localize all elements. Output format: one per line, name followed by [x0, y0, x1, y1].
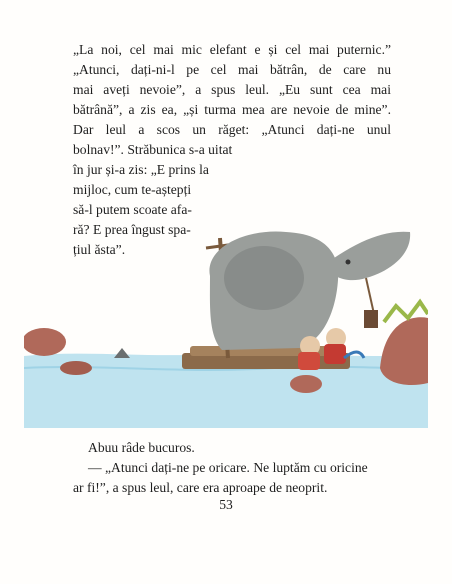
text-line: bolnav!”. Străbunica s-a uitat [73, 142, 233, 157]
page-number: 53 [219, 497, 233, 512]
top-paragraph-last-line [73, 140, 232, 160]
bottom-paragraph [73, 438, 391, 498]
text-line: „Atunci, dați-ni-l pe cel mai bătrân, de care nu [73, 62, 391, 77]
text-line: să-l putem scoate afa- [73, 202, 192, 217]
text-line: țiul ăsta”. [73, 242, 126, 257]
text-line: „La noi, cel mai mic elefant e și cel mai puternic.” [73, 42, 391, 57]
text-line: Abuu râde bucuros. [88, 440, 195, 455]
top-paragraph [73, 40, 391, 140]
text-line: ar fi!”, a spus leul, care era aproape de neoprit. [73, 480, 328, 495]
text-line: ră? E prea îngust spa- [73, 222, 191, 237]
text-line: — „Atunci dați-ne pe oricare. Ne luptăm cu oricine [88, 460, 368, 475]
text-line: bătrână”, a zis ea, „și turma mea are nevoie de mine”. [73, 102, 391, 117]
text-line: în jur și-a zis: „E prins la [73, 162, 209, 177]
text-line: Dar leul a scos un răget: „Atunci dați-ne unul [73, 122, 391, 137]
text-line: mijloc, cum te-aștepți [73, 182, 192, 197]
text-line: mai aveți nevoie”, a spus leul. „Eu sunt cea mai [73, 82, 391, 97]
elephant-raft-illustration [24, 218, 428, 428]
